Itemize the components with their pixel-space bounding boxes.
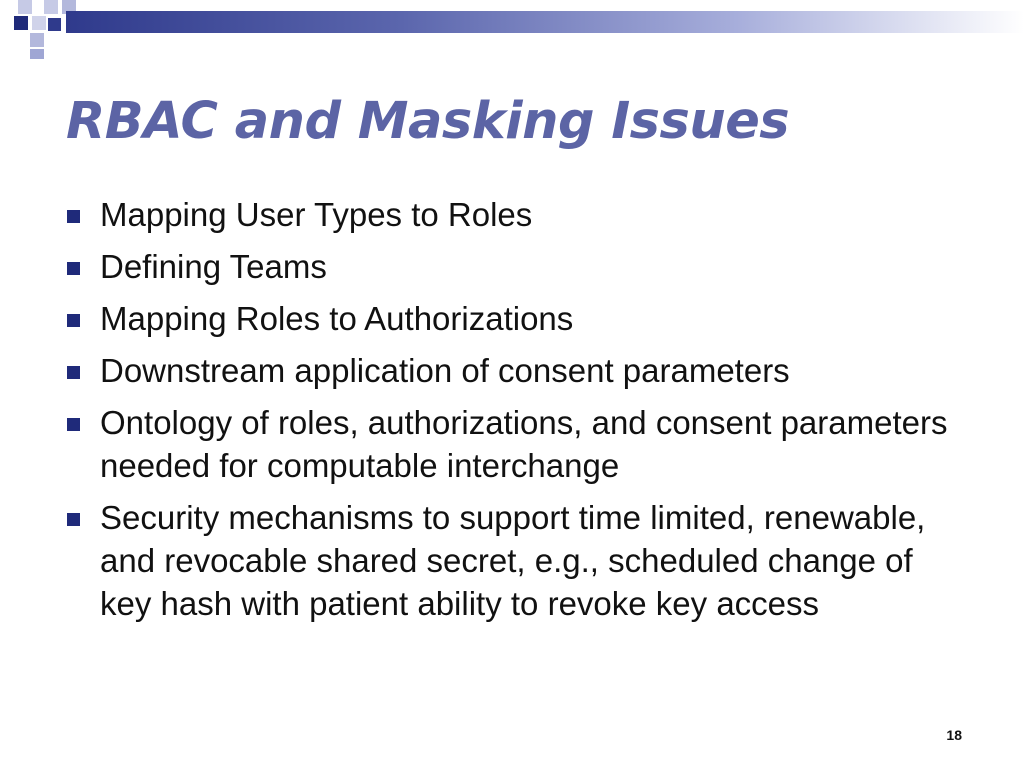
- bullet-text: Ontology of roles, authorizations, and consent parameters needed for computable interchange: [100, 404, 948, 484]
- square-bullet-icon: [67, 210, 80, 223]
- ornament-square: [32, 16, 46, 30]
- bullet-item: [64, 401, 964, 487]
- ornament-square: [30, 49, 44, 59]
- bullet-item: [64, 349, 964, 392]
- header-gradient-bar: [66, 11, 1024, 33]
- square-bullet-icon: [67, 513, 80, 526]
- bullet-text: Defining Teams: [100, 248, 327, 285]
- bullet-list: [64, 193, 964, 634]
- ornament-square: [18, 0, 32, 14]
- bullet-text: Downstream application of consent parameters: [100, 352, 790, 389]
- square-bullet-icon: [67, 418, 80, 431]
- bullet-text: Security mechanisms to support time limited, renewable, and revocable shared secret, e.g., scheduled change of key hash with patient ability to revoke key access: [100, 499, 926, 622]
- square-bullet-icon: [67, 262, 80, 275]
- bullet-item: [64, 245, 964, 288]
- square-bullet-icon: [67, 366, 80, 379]
- ornament-square: [30, 33, 44, 47]
- bullet-item: [64, 297, 964, 340]
- ornament-square: [44, 0, 58, 14]
- square-bullet-icon: [67, 314, 80, 327]
- bullet-item: [64, 496, 964, 625]
- slide-title: RBAC and Masking Issues: [66, 92, 790, 151]
- bullet-text: Mapping User Types to Roles: [100, 196, 533, 233]
- ornament-square: [14, 16, 28, 30]
- ornament-square: [48, 18, 61, 31]
- bullet-text: Mapping Roles to Authorizations: [100, 300, 574, 337]
- header-ornament: [0, 0, 1024, 60]
- bullet-item: [64, 193, 964, 236]
- page-number: 18: [946, 727, 962, 743]
